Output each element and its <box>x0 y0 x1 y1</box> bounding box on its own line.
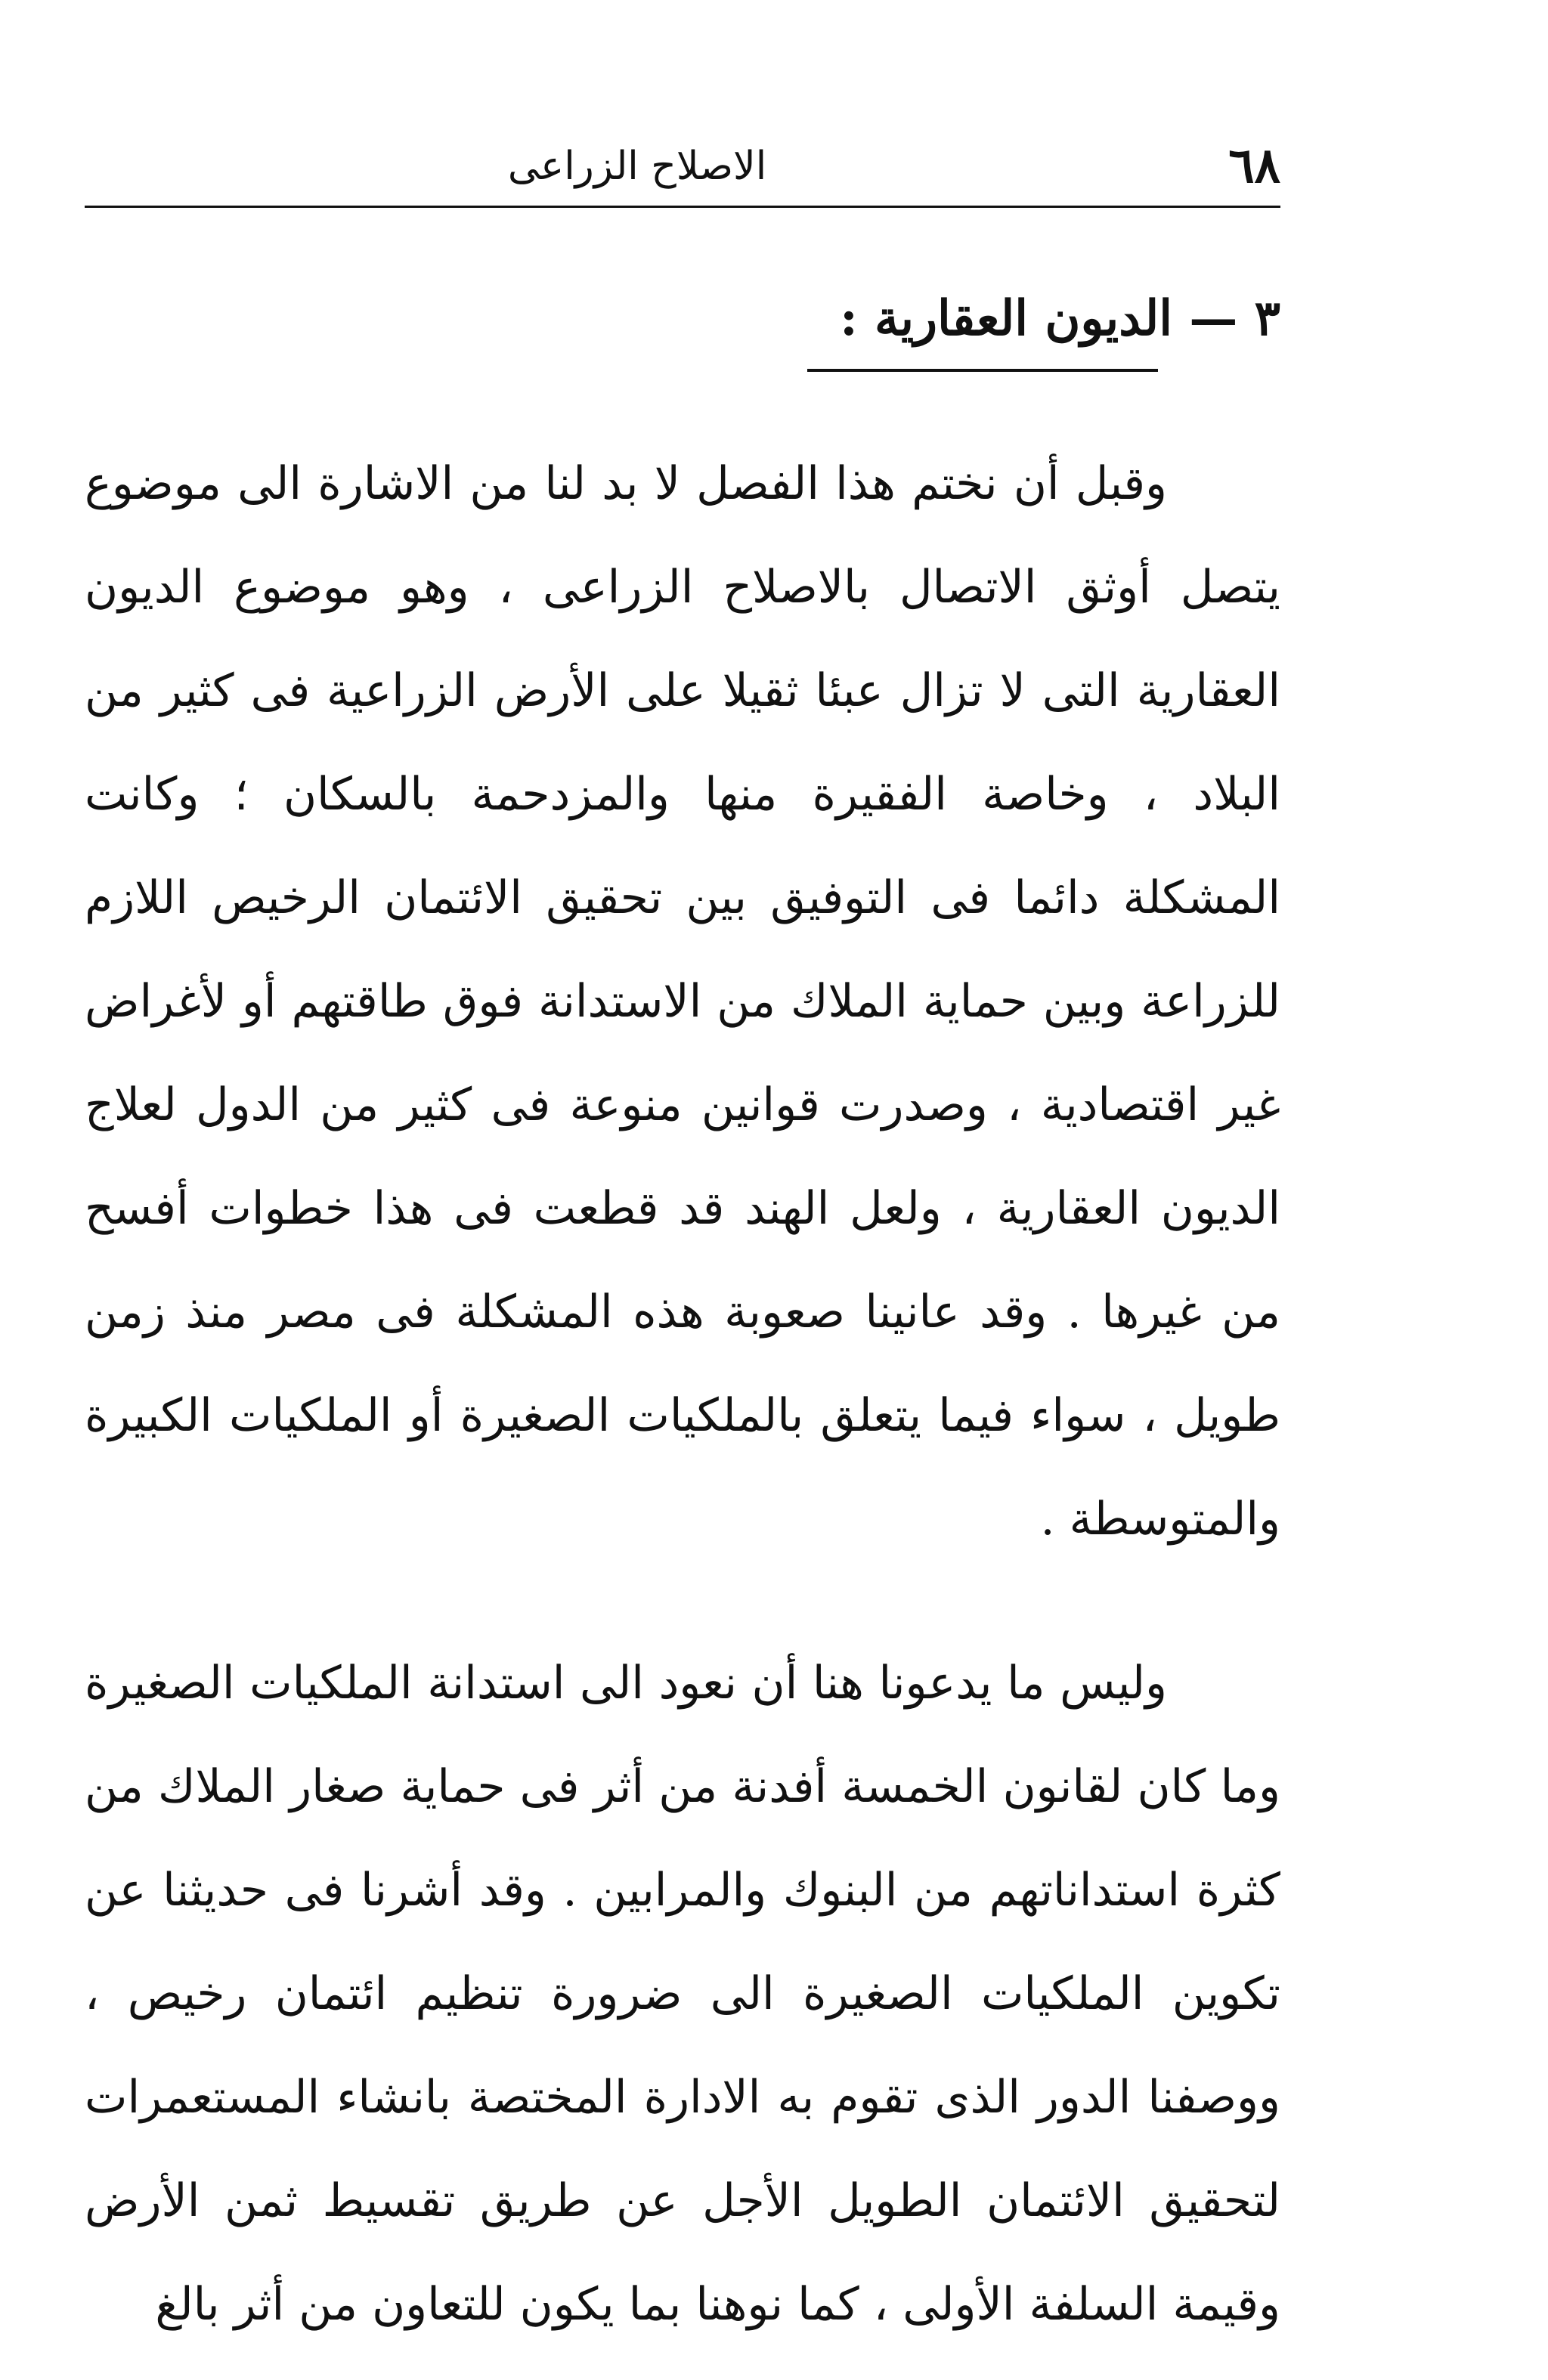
paragraph-1: وقبل أن نختم هذا الفصل لا بد لنا من الاشارة الى موضوع يتصل أوثق الاتصال بالاصلاح الزراعى ، وهو موضوع الديون العقارية التى لا تزال عبئا ثقيلا على الأرض الزراعية فى كثير من البلاد ، وخاصة الفقيرة منها والمزدحمة بالسكان ؛ وكانت المشكلة دائما فى التوفيق بين تحقيق الائتمان الرخيص اللازم للزراعة وبين حماية الملاك من الاستدانة فوق طاقتهم أو لأغراض غير اقتصادية ، وصدرت قوانين منوعة فى كثير من الدول لعلاج الديون العقارية ، ولعل الهند قد قطعت فى هذا خطوات أفسح من غيرها . وقد عانينا صعوبة هذه المشكلة فى مصر منذ زمن طويل ، سواء فيما يتعلق بالملكيات الصغيرة أو الملكيات الكبيرة والمتوسطة . <box>85 457 1280 1546</box>
paragraph-2: وليس ما يدعونا هنا أن نعود الى استدانة الملكيات الصغيرة وما كان لقانون الخمسة أفدنة من أثر فى حماية صغار الملاك من كثرة استداناتهم من البنوك والمرابين . وقد أشرنا فى حديثنا عن تكوين الملكيات الصغيرة الى ضرورة تنظيم ائتمان رخيص ، ووصفنا الدور الذى تقوم به الادارة المختصة بانشاء المستعمرات لتحقيق الائتمان الطويل الأجل عن طريق تقسيط ثمن الأرض وقيمة السلفة الأولى ، كما نوهنا بما يكون للتعاون من أثر بالغ <box>85 1657 1280 2331</box>
running-header <box>85 128 1280 204</box>
body-text <box>85 432 1280 2357</box>
page-number: ٦٨ <box>1228 138 1280 194</box>
header-divider <box>85 206 1280 208</box>
running-title: الاصلاح الزراعى <box>507 144 767 189</box>
section-heading: ٣ — الديون العقارية : <box>840 290 1280 347</box>
section-heading-underline <box>807 369 1158 372</box>
